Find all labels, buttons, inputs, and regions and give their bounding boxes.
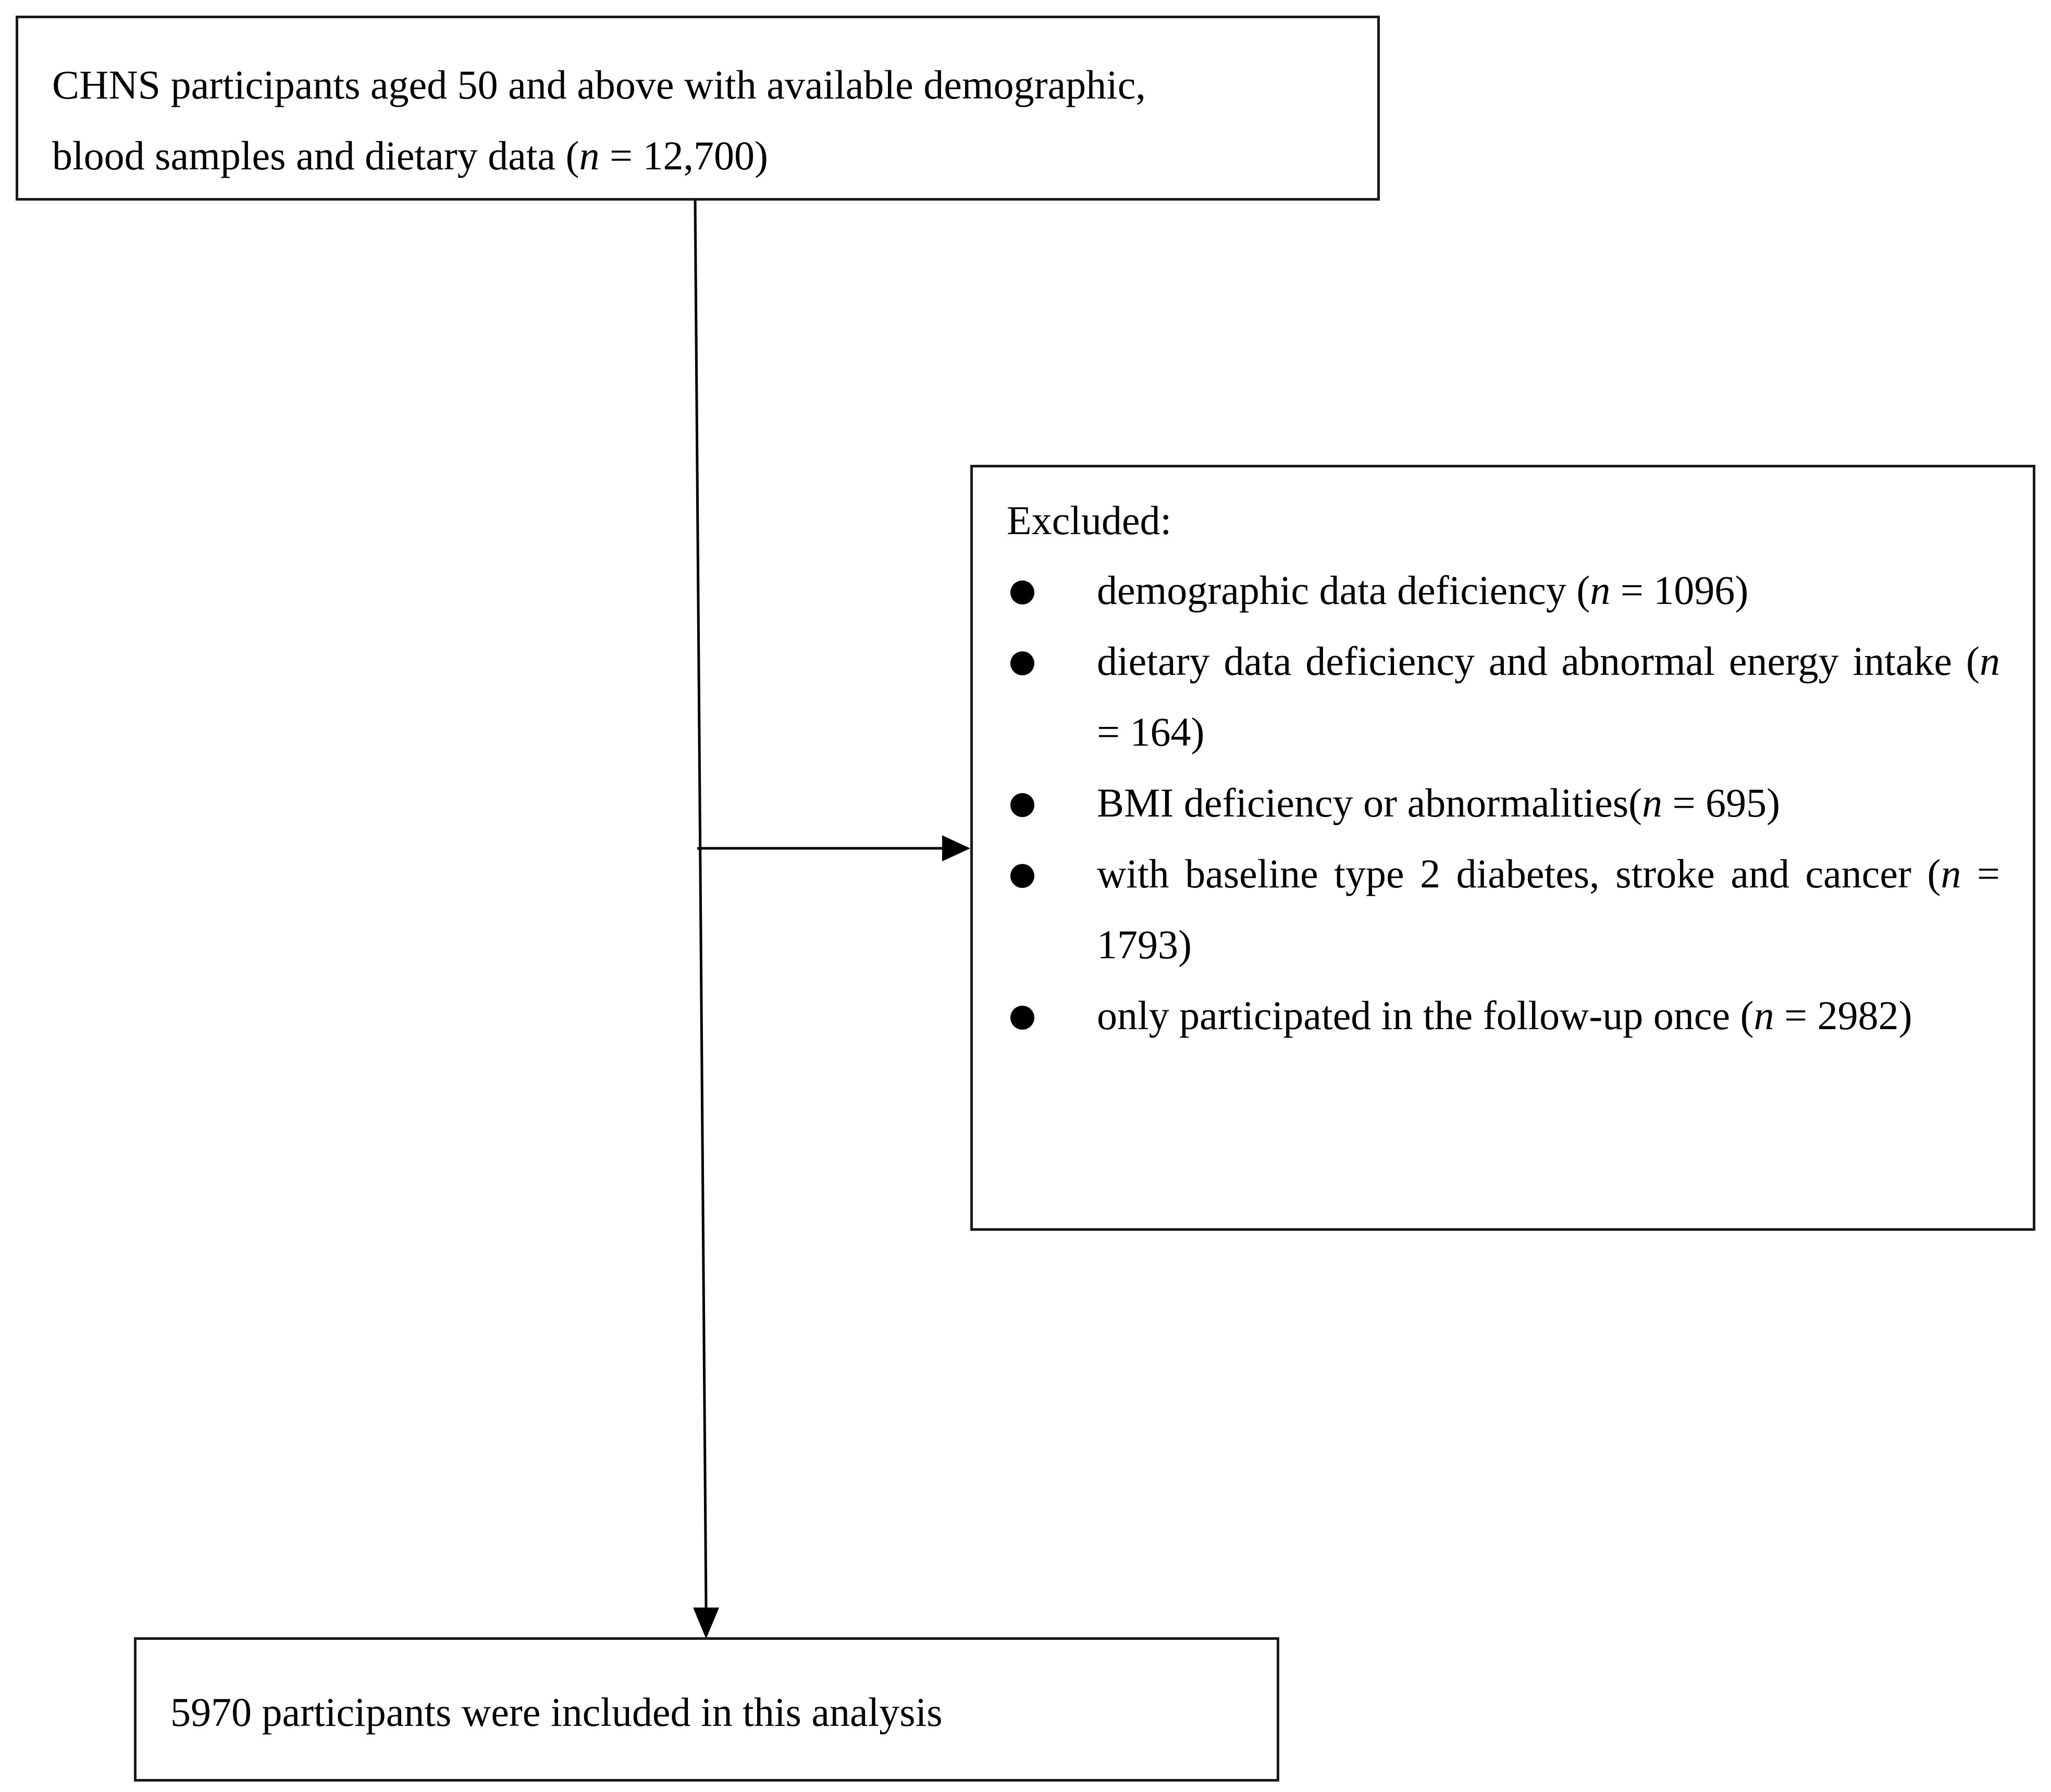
n-symbol: n (1980, 638, 2000, 684)
exclusion-item-text: only participated in the follow-up once ( (1097, 993, 1754, 1038)
bullet-icon (1010, 580, 1034, 604)
start-line-2-suffix: = 12,700) (599, 133, 768, 178)
exclusion-item (973, 980, 2033, 1051)
exclusion-item-count: = 1096) (1610, 567, 1749, 613)
start-population-box (16, 16, 1380, 201)
final-sample-box (134, 1637, 1279, 1782)
exclusion-item-text: demographic data deficiency ( (1097, 567, 1590, 613)
bullet-icon (1010, 864, 1034, 888)
exclusion-item-count: = 164) (1097, 709, 1205, 755)
exclusion-item (973, 838, 2033, 980)
exclusion-item-count: = 695) (1662, 780, 1781, 825)
exclusion-box (970, 465, 2035, 1231)
final-sample-text: 5970 participants were included in this analysis (170, 1689, 943, 1735)
exclusion-list (973, 555, 2033, 1051)
exclusion-header: Excluded: (1007, 498, 1172, 543)
exclusion-item (973, 768, 2033, 838)
exclusion-item (973, 626, 2033, 768)
start-line-2-prefix: blood samples and dietary data ( (52, 133, 579, 178)
main-arrow-head (693, 1608, 719, 1639)
exclusion-item (973, 555, 2033, 626)
exclusion-item-count: = 1793) (1097, 851, 2000, 967)
n-symbol: n (579, 133, 600, 178)
start-population-text (52, 50, 1146, 191)
start-line-1: CHNS participants aged 50 and above with available demographic, (52, 62, 1146, 107)
bullet-icon (1010, 651, 1034, 675)
n-symbol: n (1753, 993, 1774, 1038)
n-symbol: n (1642, 780, 1663, 825)
exclusion-item-text: BMI deficiency or abnormalities( (1097, 780, 1642, 825)
exclusion-item-count: = 2982) (1774, 993, 1912, 1038)
n-symbol: n (1941, 851, 1961, 896)
exclusion-item-text: dietary data deficiency and abnormal energy intake ( (1097, 638, 1980, 684)
exclusion-item-text: with baseline type 2 diabetes, stroke and cancer ( (1097, 851, 1941, 896)
n-symbol: n (1590, 567, 1611, 613)
bullet-icon (1010, 793, 1034, 817)
exclusion-arrow-head (942, 835, 970, 861)
bullet-icon (1010, 1006, 1034, 1030)
main-flow-arrow (695, 201, 706, 1608)
